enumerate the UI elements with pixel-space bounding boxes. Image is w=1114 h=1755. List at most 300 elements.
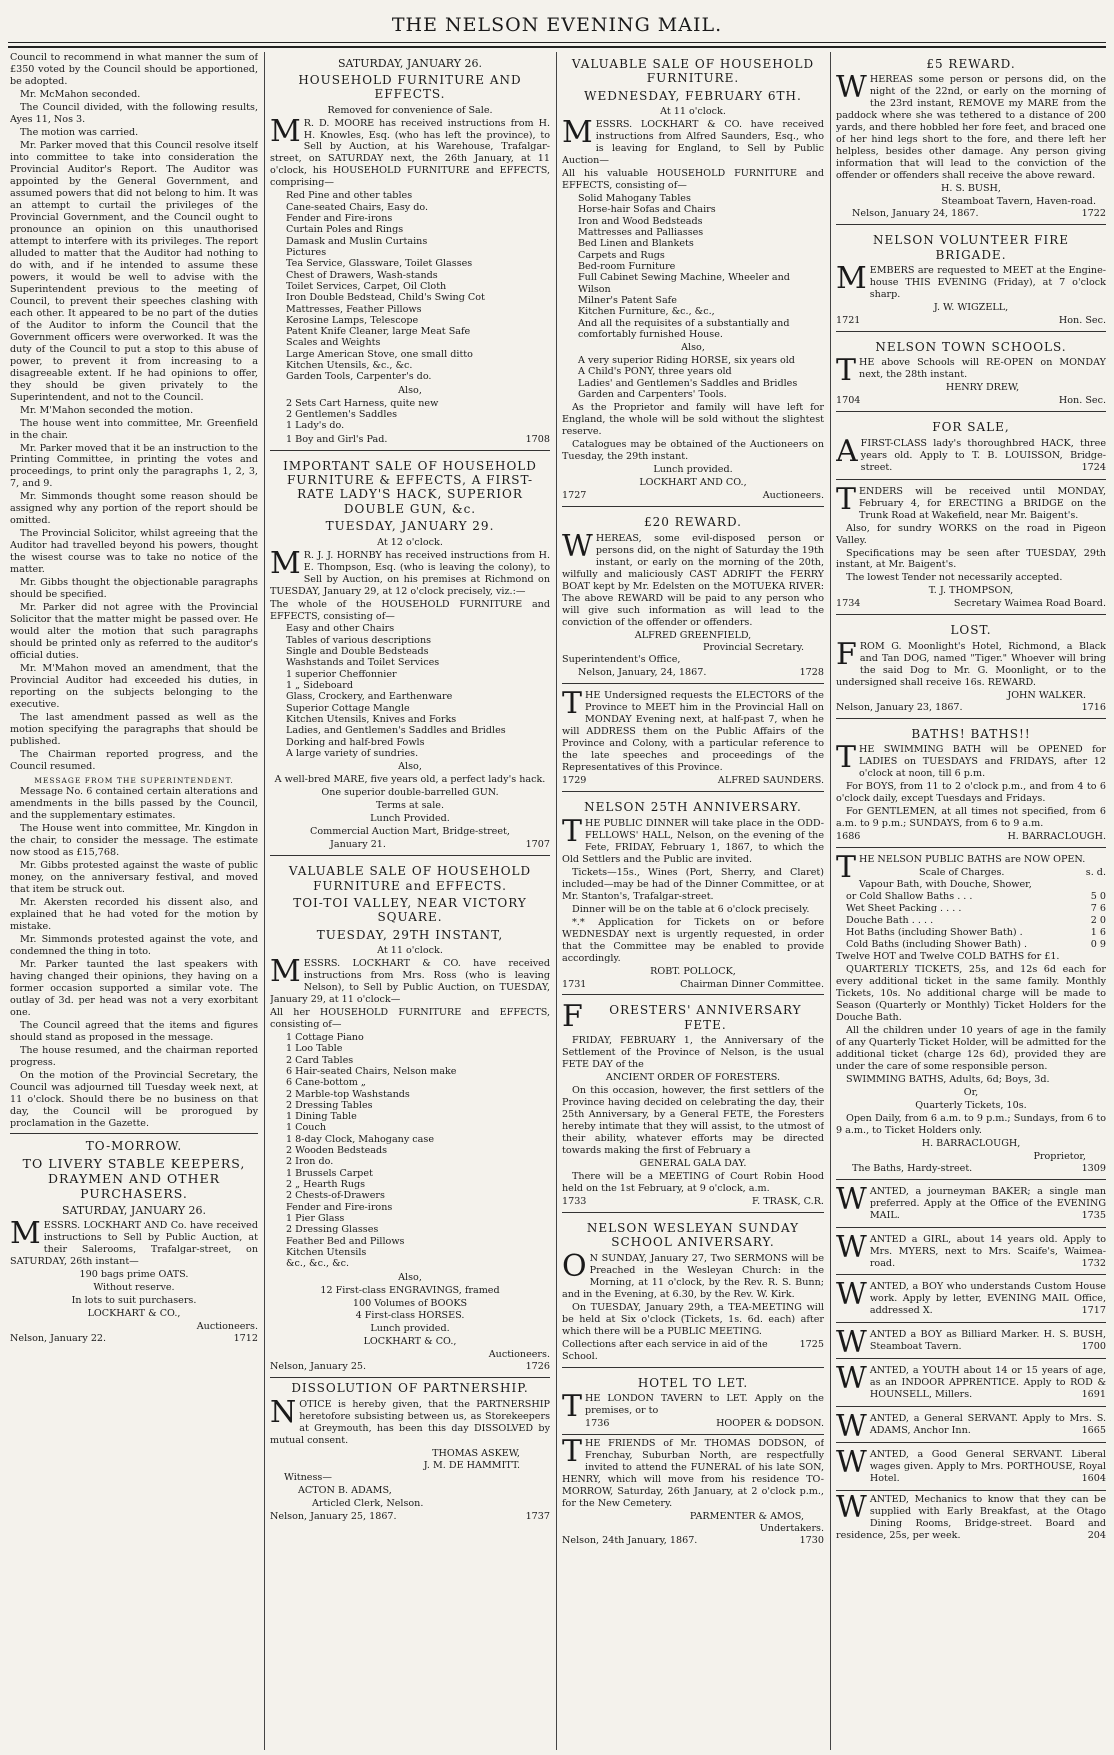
price-label: Douche Bath . . . .: [846, 914, 934, 926]
paragraph: Council to recommend in what manner the sum of £350 voted by the Council should be apportioned, be adopted.: [10, 52, 258, 87]
paragraph: Catalogues may be obtained of the Auctioneers on Tuesday, the 29th instant.: [562, 439, 824, 463]
price-row: [859, 879, 1106, 891]
list-item: 1 Boy and Girl's Pad.: [286, 433, 388, 445]
column-1: [10, 52, 258, 1750]
list-item: Milner's Patent Safe: [578, 294, 677, 306]
paragraph: On the motion of the Provincial Secretary, the Council was adjourned till Tuesday week next, at 11 o'clock. Should there be no business on that day, the Council will be prorogued by proclamation in the Gazette.: [10, 1070, 258, 1130]
list-item: Scales and Weights: [286, 337, 381, 349]
ad-number: 1722: [1081, 208, 1106, 220]
also-label: Also,: [398, 761, 422, 773]
list-item: Kitchen Utensils, &c., &c.: [286, 360, 413, 372]
list-item: 2 Wooden Bedsteads: [286, 1145, 388, 1157]
price-table: [836, 879, 1106, 951]
hotel-to-let-ad: [562, 1371, 824, 1435]
list-item: Kitchen Furniture, &c., &c.,: [578, 306, 715, 318]
list-item: Kitchen Utensils: [286, 1246, 367, 1258]
ad-number: 1727: [562, 490, 587, 502]
town-schools-ad: [836, 335, 1106, 412]
drop-cap: M: [10, 1216, 41, 1252]
paragraph: QUARTERLY TICKETS, 25s, and 12s 6d each for every additional ticket in the same family. Monthly Tickets, 10s. No additional charge will be made to Season (Quarterly or Monthly) Ticket Holders for the Douche Bath.: [836, 963, 1106, 1023]
drop-cap: M: [270, 113, 301, 149]
ad-title: NELSON TOWN SCHOOLS.: [875, 339, 1067, 354]
list-item: Garden and Carpenters' Tools.: [578, 389, 727, 401]
paragraph: The last amendment passed as well as the motion specifying the paragraphs that should be published.: [10, 712, 258, 748]
paragraph: The house resumed, and the chairman reported progress.: [10, 1045, 258, 1069]
ad-number: 1724: [1081, 461, 1106, 473]
ad-body: ANTED a GIRL, about 14 years old. Apply to Mrs. MYERS, next to Mrs. Scaife's, Waimea-road.: [869, 1233, 1106, 1269]
paragraph: For GENTLEMEN, at all times not specified, from 6 a.m. to 9 p.m.; SUNDAYS, from 6 to 9 a.m.: [836, 806, 1106, 830]
ad-title: VALUABLE SALE OF HOUSEHOLD FURNITURE.: [571, 57, 815, 86]
paragraph: Mr. Akersten recorded his dissent also, and explained that he had voted for the motion by mistake.: [10, 897, 258, 933]
paragraph: Mr. Parker moved that this Council resolve itself into committee to take into consideration the Provincial Auditor's Report. The Auditor was appointed by the General Government, and assumed powers that did not belong to him. It was an attempt to curtail the privileges of the Provincial Government, and the Council ought to pronounce an opinion on this unauthorised attempt to interfere with its privileges. The report alluded to matter that the Auditor had nothing to do with, and if he intended to assume these powers, it would be well to advise with the Superintendent previous to the meeting of Council, to prevent their speeches clashing with each other. It appeared to be no part of the duties of the Auditor to inform the Council that the Government officers were overworked. It was the duty of the Council to put a stop to this abuse of power, to prevent it from increasing to a disagreeable extent. If he had opinions to offer, they should be given privately to the Superintendent, and not to the Council.: [10, 139, 258, 403]
ad-body: ROM G. Moonlight's Hotel, Richmond, a Black and Tan DOG, named "Tiger." Whoever will bring the said Dog to Mr. G. Moonlight, or to the undersigned shall receive 16s. REWARD.: [836, 640, 1106, 688]
also-label: Also,: [681, 342, 705, 354]
ad-number: 1729: [562, 775, 587, 787]
ad-place: Nelson, January 23, 1867.: [836, 701, 963, 713]
paragraph: The Chairman reported progress, and the Council resumed.: [10, 749, 258, 773]
drop-cap: N: [270, 1394, 297, 1430]
council-report: [10, 52, 258, 1130]
ad-note: Lunch provided.: [370, 1323, 450, 1335]
ad-time: At 11 o'clock.: [660, 106, 726, 118]
list-item: Curtain Poles and Rings: [286, 224, 404, 236]
drop-cap: W: [836, 1361, 867, 1397]
ad-number: 1691: [1081, 1389, 1106, 1401]
fire-brigade-ad: [836, 228, 1106, 332]
ad-subtitle: Removed for convenience of Sale.: [327, 104, 493, 116]
ad-title: FOR SALE,: [932, 420, 1010, 435]
ad-number: 1712: [233, 1333, 258, 1345]
dissolution-notice: [270, 1381, 550, 1522]
paragraph: Message No. 6 contained certain alterations and amendments in the bills passed by the Council, and the supplementary estimates.: [10, 786, 258, 822]
paragraph: For BOYS, from 11 to 2 o'clock p.m., and from 4 to 6 o'clock daily, except Tuesdays and Fridays.: [836, 781, 1106, 805]
mare-reward-ad: [836, 52, 1106, 225]
ad-note: In lots to suit purchasers.: [71, 1295, 197, 1307]
paragraph: Mr. M'Mahon seconded the motion.: [20, 404, 194, 416]
ad-number: 1730: [799, 1534, 824, 1546]
ad-item: 100 Volumes of BOOKS: [352, 1297, 468, 1309]
ad-note: Lunch Provided.: [370, 813, 450, 825]
ad-date: SATURDAY, JANUARY 26.: [62, 1204, 206, 1218]
ad-time: At 12 o'clock.: [377, 536, 443, 548]
ad-title: £5 REWARD.: [926, 57, 1016, 71]
ad-role: Secretary Waimea Road Board.: [953, 598, 1106, 610]
item-list: [578, 193, 824, 340]
paragraph: As the Proprietor and family will have left for England, the whole will be sold without the slightest reserve.: [562, 402, 824, 438]
ad-date: TUESDAY, JANUARY 29.: [325, 519, 495, 534]
ad-body: HE above Schools will RE-OPEN on MONDAY next, the 28th instant.: [859, 357, 1106, 381]
public-baths-ad: [836, 851, 1106, 1180]
ad-body: HE NELSON PUBLIC BATHS are NOW OPEN.: [859, 853, 1086, 865]
list-item: Bed-room Furniture: [578, 260, 676, 272]
ad-number: 1700: [1081, 1341, 1106, 1353]
drop-cap: T: [836, 353, 857, 389]
ad-body: OTICE is hereby given, that the PARTNERSHIP heretofore subsisting between us, as Storekeepers at Greymouth, has been this day DISSOLVED by mutual consent.: [270, 1398, 550, 1446]
list-item: Horse-hair Sofas and Chairs: [578, 204, 716, 216]
ad-body: R. D. MOORE has received instructions from H. H. Knowles, Esq. (who has left the province), to Sell by Auction, at his Warehouse, Trafalgar-street, on SATURDAY next, the 26th January, at 11 o'clock, his HOUSEHOLD FURNITURE and EFFECTS, comprising—: [270, 117, 550, 189]
paragraph: Mr. Parker taunted the last speakers with having changed their opinions, they having on a former occasion supported a similar vote. The outlay of 3d. per head was not a very exorbitant one.: [10, 959, 258, 1019]
ad-number: 1734: [836, 598, 861, 610]
funeral-notice: [562, 1434, 824, 1547]
list-item: Carpets and Rugs: [578, 249, 665, 261]
ad-body: HE FRIENDS of Mr. THOMAS DODSON, of Frenchay, Suburban North, are respectfully invited to attend the FUNERAL of his late SON, HENRY, which will move from his residence TO-MORROW, Saturday, 26th January, at 2 o'clock p.m., for the New Cemetery.: [562, 1438, 824, 1509]
ad-title: HOUSEHOLD FURNITURE AND EFFECTS.: [298, 72, 522, 102]
ad-number: 1604: [1081, 1473, 1106, 1485]
foresters-fete-ad: [562, 998, 824, 1213]
paragraph: On this occasion, however, the first settlers of the Province having decided on celebrating the day, their 25th Anniversary, by a General FETE, the Foresters hereby intimate that they will assist, to the utmost of their ability, whatever efforts may be directed towards making the first of February a: [562, 1085, 824, 1157]
ad-title-2: TOI-TOI VALLEY, NEAR VICTORY SQUARE.: [293, 895, 527, 925]
ad-title: DISSOLUTION OF PARTNERSHIP.: [291, 1381, 529, 1396]
ad-firm: LOCKHART & CO.,: [363, 1336, 457, 1348]
paragraph: The lowest Tender not necessarily accepted.: [846, 572, 1063, 584]
list-item: 1 Brussels Carpet: [286, 1167, 373, 1179]
ad-item: 12 First-class ENGRAVINGS, framed: [320, 1284, 500, 1296]
list-item: 2 Dressing Tables: [286, 1099, 373, 1111]
list-item: Patent Knife Cleaner, large Meat Safe: [286, 326, 471, 338]
also-label: Also,: [398, 384, 422, 396]
list-item: 1 Loo Table: [286, 1043, 343, 1055]
list-item: &c., &c., &c.: [286, 1258, 350, 1270]
ad-time: At 11 o'clock.: [377, 945, 443, 957]
ad-place: Nelson, January 25.: [270, 1361, 367, 1373]
list-item: Large American Stove, one small ditto: [286, 348, 473, 360]
ad-body: HE PUBLIC DINNER will take place in the ODD-FELLOWS' HALL, Nelson, on the evening of the Fete, FRIDAY, February 1, 1867, to which the Old Settlers and the Public are invited.: [562, 817, 824, 865]
signatory: ROBT. POLLOCK,: [650, 965, 736, 977]
column-3: [562, 52, 824, 1750]
list-item: Red Pine and other tables: [286, 190, 413, 202]
paragraph: Mr. Simmonds protested against the vote, and condemned the thing in toto.: [10, 934, 258, 958]
price-label: Wet Sheet Packing . . . .: [846, 902, 962, 914]
anniversary-dinner-ad: [562, 795, 824, 995]
section-subhead: MESSAGE FROM THE SUPERINTENDENT.: [34, 776, 234, 786]
list-item: Tea Service, Glassware, Toilet Glasses: [286, 258, 473, 270]
drop-cap: W: [562, 528, 593, 564]
ad-number: 1728: [799, 667, 824, 679]
price-row: [846, 927, 1106, 939]
paragraph: Mr. Parker moved that it be an instruction to the Printing Committee, in printing the votes and proceedings, to print only the paragraphs 1, 2, 3, 7, and 9.: [10, 442, 258, 490]
drop-cap: M: [270, 545, 301, 581]
ad-role: Auctioneers.: [762, 490, 824, 502]
list-item: Iron Double Bedstead, Child's Swing Cot: [286, 292, 485, 304]
ad-title: HOTEL TO LET.: [637, 1375, 749, 1390]
ad-date: SATURDAY, JANUARY 26.: [338, 57, 482, 70]
paragraph: FRIDAY, FEBRUARY 1, the Anniversary of the Settlement of the Province of Nelson, is the usual FETE DAY of the: [562, 1035, 824, 1071]
list-item: 1 Pier Glass: [286, 1212, 345, 1224]
paragraph: Specifications may be seen after TUESDAY, 29th instant, at Mr. Baigent's.: [836, 547, 1106, 571]
ad-number: 1733: [562, 1196, 587, 1208]
list-item: Solid Mahogany Tables: [578, 193, 691, 205]
wanted-ad: [836, 1183, 1106, 1228]
signatory: HOOPER & DODSON.: [716, 1418, 824, 1430]
paragraph: Mr. M'Mahon moved an amendment, that the Provincial Auditor had exceeded his duties, in reporting on the subjects belonging to the executive.: [10, 663, 258, 711]
ad-body: ANTED, Mechanics to know that they can be supplied with Early Breakfast, at the Otago Dining Rooms, Bridge-street. Board and residence, 25s, per week.: [836, 1494, 1106, 1542]
paragraph: The Council divided, with the following results, Ayes 11, Nos 3.: [10, 101, 258, 125]
ad-kicker: TO-MORROW.: [85, 1139, 183, 1154]
ad-role: Hon. Sec.: [1058, 314, 1106, 326]
ad-body: HE Undersigned requests the ELECTORS of the Province to MEET him in the Provincial Hall on MONDAY Evening next, at half-past 7, when he will ADDRESS them on the Public Affairs of the Province and Colony, with a particular reference to the late speeches and proceedings of the Representatives of this Province.: [562, 690, 824, 774]
list-item: A large variety of sundries.: [286, 747, 419, 759]
list-item: Garden Tools, Carpenter's do.: [286, 371, 432, 383]
ad-place: Commercial Auction Mart, Bridge-street,: [310, 826, 510, 838]
oats-sale-ad: [10, 1133, 258, 1345]
paragraph: Mr. Simmonds thought some reason should be assigned why any portion of the report should be omitted.: [10, 491, 258, 527]
ad-body: ESSRS. LOCKHART & CO. have received instructions from Alfred Saunders, Esq., who is leaving for England, to Sell by Public Auction—: [562, 119, 824, 167]
ad-role: Chairman Dinner Committee.: [680, 978, 824, 990]
saunders-sale-ad: [562, 52, 824, 507]
list-item: Superior Cottage Mangle: [286, 702, 410, 714]
drop-cap: M: [836, 260, 867, 296]
ad-firm: LOCKHART & CO.,: [87, 1308, 181, 1320]
list-item: Damask and Muslin Curtains: [286, 235, 428, 247]
drop-cap: W: [836, 70, 867, 106]
ad-body: N SUNDAY, January 27, Two SERMONS will be Preached in the Wesleyan Church: in the Morning, at 11 o'clock, by the Rev. R. S. Bunn; and in the Evening, at 6.30, by the Rev. W. Kirk.: [562, 1252, 824, 1300]
wanted-ad: [836, 1446, 1106, 1491]
signatory: T. J. THOMPSON,: [928, 585, 1014, 597]
ad-number: 1737: [525, 1510, 550, 1522]
signatory: ALFRED GREENFIELD,: [634, 629, 752, 641]
drop-cap: W: [836, 1490, 867, 1526]
paragraph: Also, for sundry WORKS on the road in Pigeon Valley.: [836, 522, 1106, 546]
list-item: Full Cabinet Sewing Machine, Wheeler and Wilson: [578, 272, 790, 295]
price-table-title: Scale of Charges.: [919, 866, 1005, 878]
paragraph: Mr. Gibbs thought the objectionable paragraphs should be specified.: [10, 577, 258, 601]
drop-cap: T: [836, 740, 857, 776]
paragraph: Collections after each service in aid of the School.: [562, 1338, 768, 1362]
ad-number: 204: [1087, 1530, 1106, 1542]
ad-number: 1731: [562, 978, 587, 990]
list-item: 2 Chests-of-Drawers: [286, 1190, 385, 1202]
drop-cap: T: [836, 481, 857, 517]
ad-date: TUESDAY, 29TH INSTANT,: [316, 927, 504, 942]
ad-address: The Baths, Hardy-street.: [852, 1162, 973, 1174]
list-item: Kerosine Lamps, Telescope: [286, 314, 419, 326]
ferry-reward-ad: [562, 510, 824, 684]
item-list: [286, 190, 550, 382]
drop-cap: M: [562, 115, 593, 151]
price-value: 2 0: [1090, 914, 1106, 926]
ad-item: GENERAL GALA DAY.: [639, 1158, 747, 1170]
drop-cap: T: [836, 849, 857, 885]
list-item: 6 Hair-seated Chairs, Nelson make: [286, 1065, 457, 1077]
signatory: J. W. WIGZELL,: [933, 301, 1009, 313]
column-rule: [556, 52, 557, 1750]
column-4: [836, 52, 1106, 1750]
ad-date: January 21.: [330, 839, 386, 851]
paragraph: The motion was carried.: [20, 126, 139, 138]
ad-number: 1736: [585, 1418, 610, 1430]
paragraph: Mr. Parker did not agree with the Provincial Solicitor that the matter might be passed over. He would alter the motion that such paragraphs should be printed only as referred to the auditor's official duties.: [10, 602, 258, 662]
wanted-ad: [836, 1490, 1106, 1542]
list-item: 1 8-day Clock, Mahogany case: [286, 1133, 435, 1145]
price-value: 7 6: [1090, 902, 1106, 914]
list-item: Tables of various descriptions: [286, 634, 432, 646]
ad-address: Steamboat Tavern, Haven-road.: [941, 196, 1096, 208]
wanted-ad: [836, 1231, 1106, 1276]
list-item: Toilet Services, Carpet, Oil Cloth: [286, 280, 447, 292]
paragraph: Tickets—15s., Wines (Port, Sherry, and Claret) included—may be had of the Dinner Committee, or at Mr. Stanton's, Trafalgar-street.: [562, 866, 824, 902]
drop-cap: F: [836, 636, 857, 672]
drop-cap: T: [562, 1434, 583, 1470]
ad-body: ANTED, a General SERVANT. Apply to Mrs. S. ADAMS, Anchor Inn.: [869, 1413, 1106, 1437]
list-item: Washstands and Toilet Services: [286, 657, 440, 669]
signatory: F. TRASK, C.R.: [752, 1196, 824, 1208]
ad-lead: The whole of the HOUSEHOLD FURNITURE and EFFECTS, consisting of—: [270, 598, 550, 622]
lost-dog-ad: [836, 618, 1106, 718]
price-value: 1 6: [1090, 926, 1106, 938]
paragraph: On TUESDAY, January 29th, a TEA-MEETING will be held at Six o'clock (Tickets, 1s. 6d. each) after which there will be a PUBLIC MEETING.: [562, 1301, 824, 1337]
signatory: ALFRED SAUNDERS.: [717, 775, 824, 787]
list-item: 2 Dressing Glasses: [286, 1224, 379, 1236]
drop-cap: A: [836, 433, 858, 469]
list-item: Bed Linen and Blankets: [578, 238, 694, 250]
drop-cap: W: [836, 1229, 867, 1265]
also-label: Also,: [398, 1271, 422, 1283]
list-item: Dorking and half-bred Fowls: [286, 736, 425, 748]
ad-body: HEREAS, some evil-disposed person or persons did, on the night of Saturday the 19th instant, or early on the morning of the 20th, wilfully and maliciously CAST ADRIFT the FERRY BOAT kept by Mr. Edelsten on the MOTUEKA RIVER: The above REWARD will be paid to any person who will give such information as will lead to the conviction of the offender or offenders.: [562, 532, 824, 628]
price-row: [846, 891, 1106, 903]
witness-role: Articled Clerk, Nelson.: [312, 1497, 424, 1509]
list-item: Kitchen Utensils, Knives and Forks: [286, 713, 457, 725]
ad-number: 1721: [836, 314, 861, 326]
list-item: Ladies' and Gentlemen's Saddles and Bridles: [578, 377, 798, 389]
drop-cap: M: [270, 954, 301, 990]
paragraph: *.* Application for Tickets on or before WEDNESDAY next is urgently requested, in order that the Committee may be enabled to provide accordingly.: [562, 916, 824, 964]
price-label: or Cold Shallow Baths . . .: [846, 890, 973, 902]
ad-body: FIRST-CLASS lady's thoroughbred HACK, three years old. Apply to T. B. LOUISSON, Bridge-street.: [860, 437, 1106, 473]
drop-cap: W: [836, 1445, 867, 1481]
list-item: 6 Cane-bottom „: [286, 1077, 366, 1089]
paragraph: There will be a MEETING of Court Robin Hood held on the 1st February, at 9 o'clock, a.m.: [562, 1171, 824, 1195]
ad-title: NELSON 25TH ANNIVERSARY.: [584, 800, 802, 815]
electors-notice: [562, 687, 824, 792]
ad-item: ANCIENT ORDER OF FORESTERS.: [605, 1072, 781, 1084]
paragraph: The Provincial Solicitor, whilst agreeing that the Auditor had travelled beyond his powers, thought the wisest course was to take no notice of the matter.: [10, 528, 258, 576]
ad-place: Nelson, January 25, 1867.: [270, 1510, 397, 1522]
paragraph: SWIMMING BATHS, Adults, 6d; Boys, 3d.: [846, 1073, 1050, 1085]
witness-label: Witness—: [284, 1471, 332, 1483]
ad-role: Undertakers.: [759, 1522, 824, 1534]
ad-title: £20 REWARD.: [644, 515, 742, 530]
masthead-rule: [8, 42, 1106, 43]
signatory: HENRY DREW,: [945, 382, 1020, 394]
list-item: Ladies, and Gentlemen's Saddles and Bridles: [286, 725, 506, 737]
paragraph: Mr. McMahon seconded.: [20, 88, 141, 100]
item-list: [578, 355, 824, 400]
ad-title: NELSON VOLUNTEER FIRE BRIGADE.: [872, 233, 1070, 262]
ad-place: Nelson, January, 24, 1867.: [578, 667, 707, 679]
ad-item: 190 bags prime OATS.: [79, 1269, 189, 1281]
item-list: [286, 623, 550, 759]
list-item: 2 „ Hearth Rugs: [286, 1179, 366, 1191]
ad-number: 1735: [1081, 1209, 1106, 1221]
ad-role: Auctioneers.: [196, 1321, 258, 1333]
ad-lead: All her HOUSEHOLD FURNITURE and EFFECTS, consisting of—: [270, 1007, 550, 1030]
list-item: Cane-seated Chairs, Easy do.: [286, 201, 429, 213]
list-item: Chest of Drawers, Wash-stands: [286, 269, 438, 281]
wanted-ad: [836, 1326, 1106, 1359]
ad-number: 1707: [525, 839, 550, 851]
list-item: A very superior Riding HORSE, six years old: [578, 355, 795, 367]
ad-title: BATHS! BATHS!!: [911, 726, 1031, 741]
drop-cap: T: [562, 686, 583, 722]
ad-number: 1716: [1081, 701, 1106, 713]
drop-cap: O: [562, 1248, 587, 1284]
wanted-ad: [836, 1362, 1106, 1407]
ad-number: 1717: [1081, 1305, 1106, 1317]
ad-number: 1708: [525, 433, 550, 445]
ad-title: TO LIVERY STABLE KEEPERS, DRAYMEN AND OTHER PURCHASERS.: [22, 1156, 246, 1202]
list-item: Glass, Crockery, and Earthenware: [286, 691, 453, 703]
list-item: 2 Gentlemen's Saddles: [286, 409, 398, 421]
ad-body: HE LONDON TAVERN to LET. Apply on the premises, or to: [585, 1393, 824, 1417]
ad-role: Hon. Sec.: [1058, 395, 1106, 407]
paragraph: The House went into committee, Mr. Kingdon in the chair, to consider the message. The estimate now stood as £15,768.: [10, 823, 258, 859]
ad-item: A well-bred MARE, five years old, a perfect lady's hack.: [274, 774, 546, 786]
list-item: Iron and Wood Bedsteads: [578, 215, 703, 227]
ad-note: Quarterly Tickets, 10s.: [915, 1099, 1027, 1111]
list-item: Fender and Fire-irons: [286, 213, 393, 225]
ad-body: ANTED, a YOUTH about 14 or 15 years of age, as an INDOOR APPRENTICE. Apply to ROD & HOUNSELL, Millers.: [869, 1365, 1106, 1401]
paragraph: Twelve HOT and Twelve COLD BATHS for £1.: [836, 950, 1060, 962]
list-item: Easy and other Chairs: [286, 623, 395, 635]
drop-cap: W: [836, 1409, 867, 1445]
ad-title: LOST.: [950, 623, 992, 638]
ad-lead: All his valuable HOUSEHOLD FURNITURE and EFFECTS, consisting of—: [562, 168, 824, 192]
ad-place: Nelson, 24th January, 1867.: [562, 1534, 698, 1546]
ad-firm: LOCKHART AND CO.,: [639, 477, 747, 489]
list-item: Mattresses, Feather Pillows: [286, 303, 422, 315]
wesleyan-school-ad: [562, 1216, 824, 1368]
wanted-ad: [836, 1278, 1106, 1323]
ad-title: ORESTERS' ANNIVERSARY FETE.: [609, 1003, 802, 1032]
currency-header: s. d.: [1085, 866, 1106, 878]
list-item: 1 Dining Table: [286, 1111, 357, 1123]
column-2: [270, 52, 550, 1750]
column-rule: [830, 52, 831, 1750]
ad-title: VALUABLE SALE OF HOUSEHOLD FURNITURE and EFFECTS.: [288, 864, 532, 893]
paragraph: The house went into committee, Mr. Greenfield in the chair.: [10, 417, 258, 441]
hornby-auction-ad: [270, 454, 550, 856]
ad-title: NELSON WESLEYAN SUNDAY SCHOOL ANIVERSARY.: [586, 1221, 800, 1250]
list-item: Pictures: [286, 246, 327, 258]
drop-cap: T: [562, 1389, 583, 1425]
ad-number: 1665: [1081, 1425, 1106, 1437]
price-value: 5 0: [1090, 890, 1106, 902]
list-item: 2 Marble-top Washstands: [286, 1088, 410, 1100]
paragraph: Dinner will be on the table at 6 o'clock precisely.: [572, 903, 810, 915]
ad-date: WEDNESDAY, FEBRUARY 6TH.: [584, 88, 802, 103]
price-label: Vapour Bath, with Douche, Shower,: [859, 878, 1032, 890]
list-item: Feather Bed and Pillows: [286, 1235, 405, 1247]
ad-place: Nelson, January 24, 1867.: [852, 208, 979, 220]
hack-for-sale-ad: [836, 415, 1106, 479]
list-item: 1 superior Cheffonnier: [286, 668, 397, 680]
drop-cap: T: [562, 813, 583, 849]
ad-note: Or,: [963, 1086, 979, 1098]
ad-body: ANTED a BOY as Billiard Marker. H. S. BUSH, Steamboat Tavern.: [869, 1329, 1106, 1353]
list-item: 2 Iron do.: [286, 1156, 334, 1168]
price-value: 0 9: [1090, 938, 1106, 950]
ad-number: 1725: [799, 1338, 824, 1350]
ad-body: ENDERS will be received until MONDAY, February 4, for ERECTING a BRIDGE on the Trunk Road at Wakefield, near Mr. Baigent's.: [859, 485, 1106, 521]
ad-body: ANTED, a journeyman BAKER; a single man preferred. Apply at the Office of the EVENING MAIL.: [869, 1185, 1106, 1221]
column-rule: [264, 52, 265, 1750]
paragraph: All the children under 10 years of age in the family of any Quarterly Ticket Holder, will be admitted for the additional ticket (charge 12s 6d), provided they are under the care of some responsible person.: [836, 1024, 1106, 1072]
ad-body: ANTED, a BOY who understands Custom House work. Apply by letter, EVENING MAIL Office, addressed X.: [869, 1281, 1106, 1317]
signatory: H. BARRACLOUGH.: [1007, 831, 1106, 842]
price-row: [846, 915, 1106, 927]
ad-body: ANTED, a Good General SERVANT. Liberal wages given. Apply to Mrs. PORTHOUSE, Royal Hotel.: [869, 1449, 1106, 1485]
